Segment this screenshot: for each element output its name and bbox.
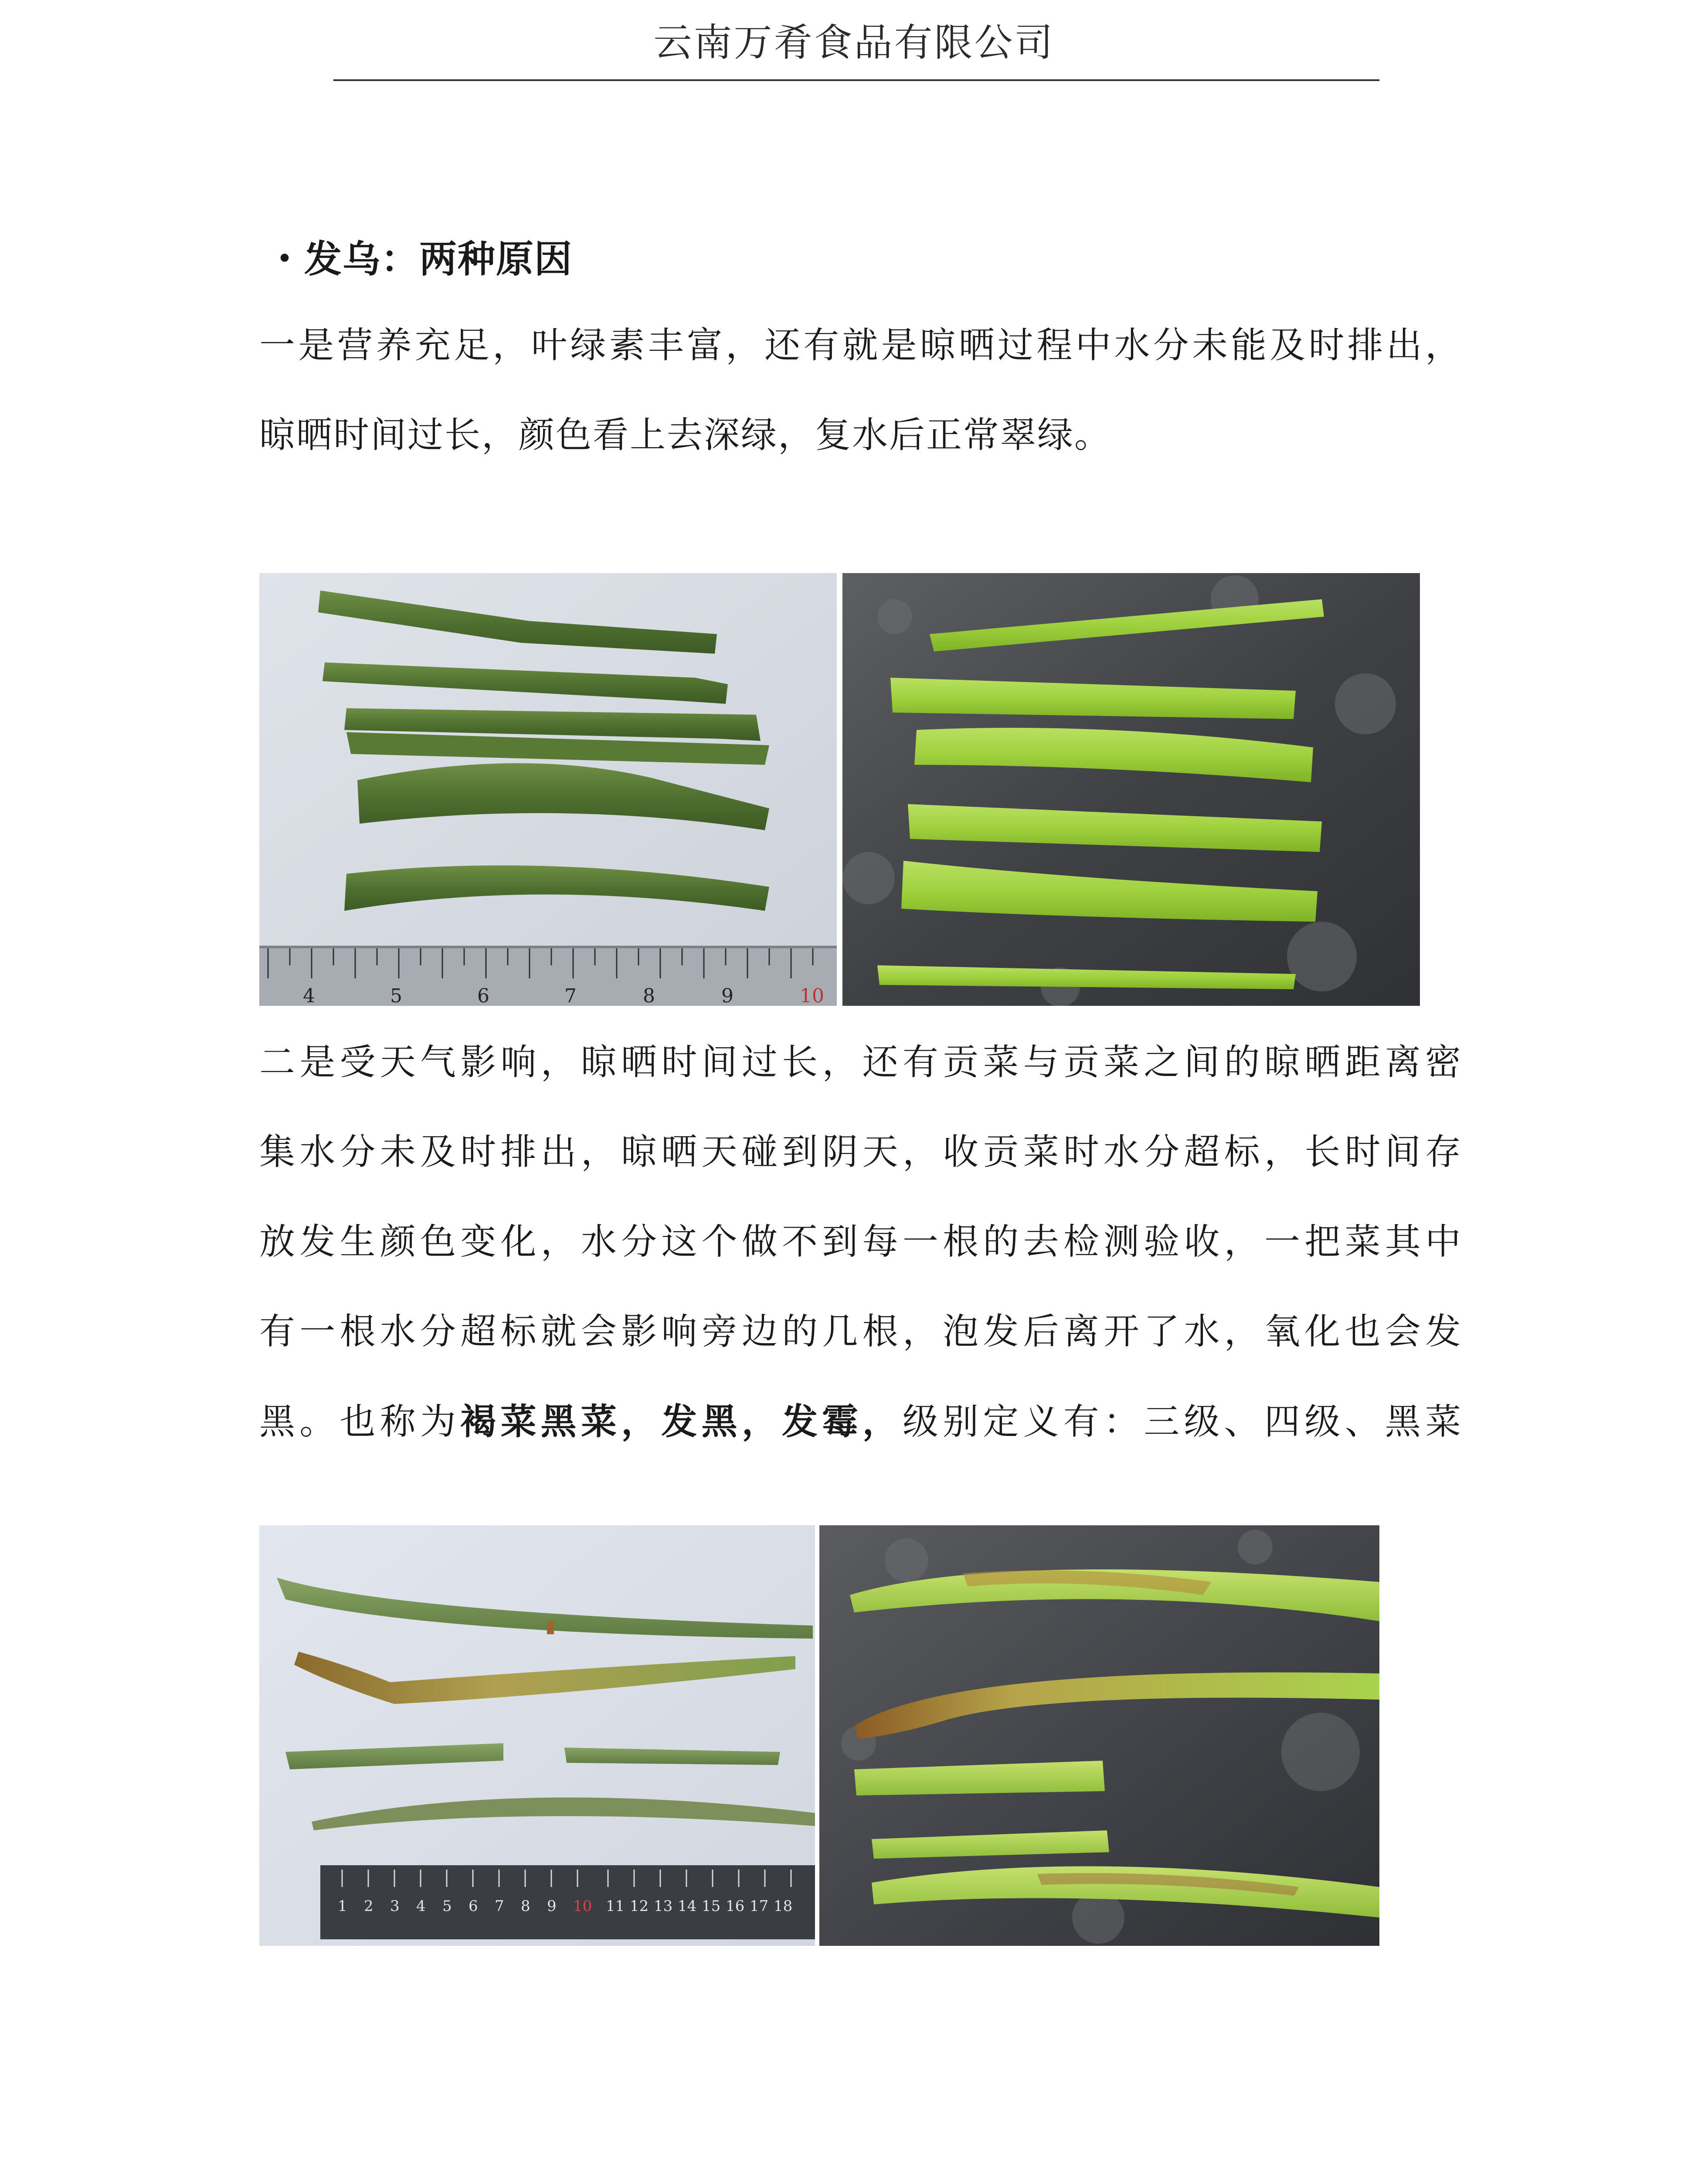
ruler-tick-label: 15: [702, 1897, 721, 1915]
ruler-tick-label: 5: [442, 1897, 452, 1915]
paragraph-text: 黑。也称为: [259, 1401, 461, 1442]
photo-dried-stems-white-bg: [259, 573, 837, 1006]
ruler-tick-label: 10: [573, 1897, 592, 1915]
ruler-tick-label: 8: [521, 1897, 530, 1915]
paragraph-one: [259, 301, 1462, 480]
ruler-tick-label: 11: [606, 1897, 625, 1915]
photo-rehydrated-discolored-dark-bg: [819, 1525, 1379, 1946]
ruler-tick-label: 12: [630, 1897, 649, 1915]
paragraph-line: 一是营养充足，叶绿素丰富，还有就是晾晒过程中水分未能及时排出，: [259, 325, 1462, 366]
ruler-tick-label: 16: [726, 1897, 745, 1915]
company-name: 云南万肴食品有限公司: [653, 20, 1055, 65]
paragraph-line: 放发生颜色变化，水分这个做不到每一根的去检测验收，一把菜其中: [259, 1221, 1462, 1263]
ruler-tick-label: 4: [416, 1897, 426, 1915]
paragraph-line: [259, 1377, 1462, 1467]
ruler-tick-label: 6: [469, 1897, 478, 1915]
ruler-tick-label: 1: [338, 1897, 347, 1915]
paragraph-line: 二是受天气影响，晾晒时间过长，还有贡菜与贡菜之间的晾晒距离密: [259, 1042, 1462, 1083]
paragraph-line: 集水分未及时排出，晾晒天碰到阴天，收贡菜时水分超标，长时间存: [259, 1131, 1462, 1173]
page-header: [0, 0, 1708, 81]
photo-rehydrated-stems-dark-bg: [842, 573, 1420, 1006]
section-heading: ・发乌：两种原因: [266, 237, 573, 281]
paragraph-line: 有一根水分超标就会影响旁边的几根，泡发后离开了水，氧化也会发: [259, 1311, 1462, 1352]
ruler-tick-label: 17: [750, 1897, 769, 1915]
ruler-tick-label: 7: [564, 985, 577, 1006]
ruler-tick-label: 3: [390, 1897, 400, 1915]
ruler-tick-label: 13: [654, 1897, 673, 1915]
ruler-tick-label: 10: [800, 985, 824, 1006]
ruler-tick-label: 4: [303, 985, 315, 1006]
paragraph-two: [259, 1018, 1462, 1467]
bold-term: 褐菜黑菜，发黑，发霉，: [460, 1401, 903, 1442]
ruler-tick-label: 5: [390, 985, 402, 1006]
paragraph-text: 级别定义有：三级、四级、黑菜: [902, 1401, 1462, 1442]
photo-discolored-stems-white-bg: [259, 1525, 815, 1946]
ruler-tick-label: 6: [477, 985, 489, 1006]
header-divider: [333, 79, 1379, 81]
ruler-tick-label: 9: [721, 985, 733, 1006]
ruler-tick-label: 14: [678, 1897, 697, 1915]
ruler-tick-label: 2: [364, 1897, 374, 1915]
ruler-tick-label: 9: [547, 1897, 557, 1915]
ruler-tick-label: 8: [643, 985, 655, 1006]
paragraph-line: 晾晒时间过长，颜色看上去深绿，复水后正常翠绿。: [259, 414, 1112, 456]
ruler-tick-label: 7: [495, 1897, 504, 1915]
ruler-tick-label: 18: [774, 1897, 793, 1915]
